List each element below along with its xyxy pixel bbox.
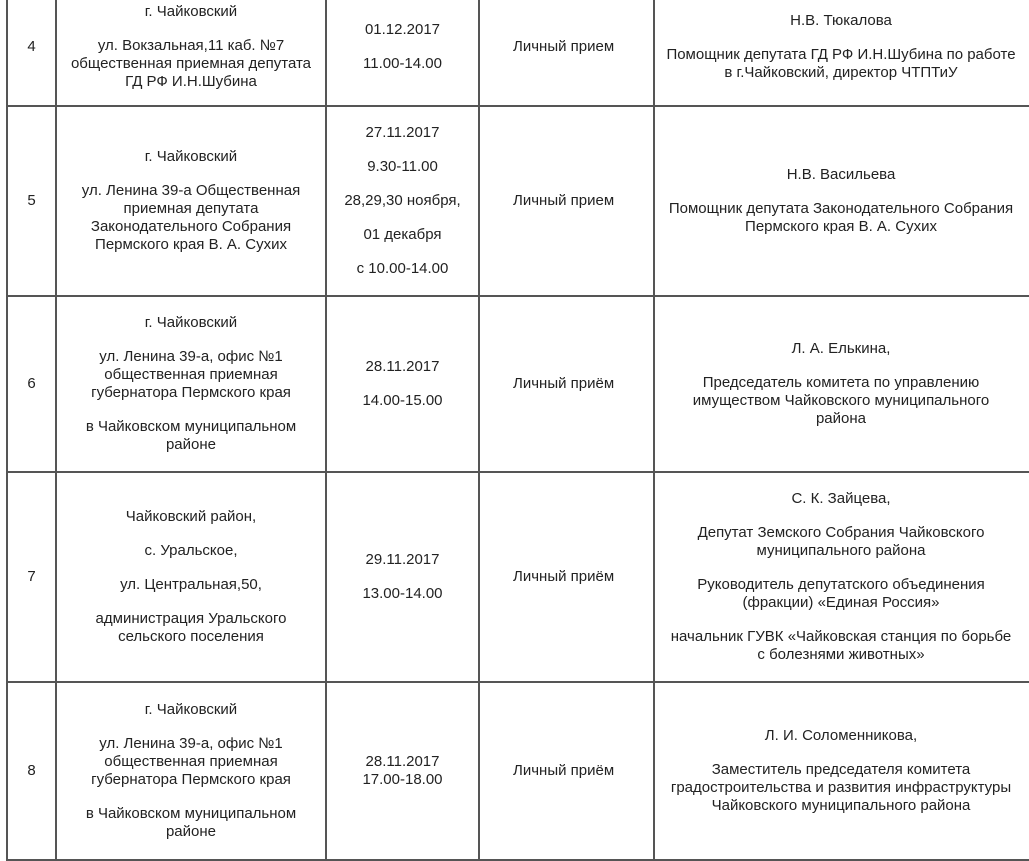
address-cell-text: с. Уральское, — [144, 542, 238, 559]
date-time-cell-text: 14.00-15.00 — [362, 392, 443, 409]
official-cell — [653, 107, 1029, 295]
date-time-cell-text: 11.00-14.00 — [363, 54, 442, 72]
official-cell-text: Руководитель депутатского объединения (фракции) «Единая Россия» — [697, 576, 985, 611]
address-cell-text: г. Чайковский — [144, 2, 238, 20]
address-cell-text: Чайковский район, — [125, 508, 257, 525]
reception-type-cell-text: Личный прием — [513, 192, 615, 209]
reception-type-cell — [478, 107, 653, 295]
address-cell-text: г. Чайковский — [144, 701, 238, 718]
row-number-cell-text: 8 — [27, 762, 36, 779]
official-cell-text: начальник ГУВК «Чайковская станция по борьбе с болезнями животных» — [670, 628, 1012, 663]
reception-schedule-table — [6, 0, 1029, 861]
official-cell — [653, 0, 1029, 105]
table-row — [6, 683, 1029, 861]
date-time-cell-text: 28,29,30 ноября, — [344, 192, 461, 209]
address-cell-text: в Чайковском муниципальном районе — [85, 805, 297, 840]
address-cell-text: ул. Ленина 39-а, офис №1 общественная приемная губернатора Пермского края — [91, 735, 291, 788]
address-cell-text: администрация Уральского сельского поселения — [95, 610, 287, 645]
address-cell — [55, 473, 325, 681]
official-cell-text: Депутат Земского Собрания Чайковского муниципального района — [697, 524, 985, 559]
address-cell — [55, 107, 325, 295]
row-number-cell — [6, 473, 55, 681]
table-row — [6, 473, 1029, 683]
official-cell-text: Заместитель председателя комитета градостроительства и развития инфраструктуры Чайковского муниципального района — [670, 761, 1012, 814]
address-cell — [55, 683, 325, 859]
official-cell-text: Н.В. Васильева — [786, 166, 896, 183]
date-time-cell-text: 9.30-11.00 — [367, 158, 438, 175]
reception-type-cell — [478, 297, 653, 471]
date-time-cell-text: 01 декабря — [363, 226, 442, 243]
official-cell-text: Л. А. Елькина, — [791, 340, 891, 357]
date-time-cell — [325, 0, 478, 105]
row-number-cell — [6, 683, 55, 859]
date-time-cell — [325, 297, 478, 471]
date-time-cell-text: 27.11.2017 — [365, 124, 440, 141]
official-cell-text: Л. И. Соломенникова, — [764, 727, 918, 744]
row-number-cell-text: 7 — [27, 568, 36, 585]
date-time-cell-text: 13.00-14.00 — [362, 585, 443, 602]
date-time-cell-text: 01.12.2017 — [364, 20, 441, 38]
row-number-cell — [6, 107, 55, 295]
row-number-cell-text: 5 — [27, 192, 36, 209]
address-cell — [55, 0, 325, 105]
reception-type-cell — [478, 0, 653, 105]
reception-type-cell-text: Личный приём — [513, 568, 615, 585]
official-cell-text: С. К. Зайцева, — [791, 490, 891, 507]
official-cell-text: Н.В. Тюкалова — [790, 11, 892, 29]
address-cell-text: ул. Вокзальная,11 каб. №7 общественная приемная депутата ГД РФ И.Н.Шубина — [70, 36, 312, 90]
address-cell — [55, 297, 325, 471]
reception-type-cell-text: Личный приём — [513, 375, 615, 392]
official-cell — [653, 683, 1029, 859]
official-cell — [653, 297, 1029, 471]
reception-type-cell-text: Личный приём — [513, 762, 615, 779]
official-cell — [653, 473, 1029, 681]
reception-type-cell-text: Личный прием — [513, 37, 615, 55]
address-cell-text: г. Чайковский — [144, 148, 238, 165]
row-number-cell-text: 4 — [27, 37, 36, 55]
row-number-cell — [6, 297, 55, 471]
date-time-cell — [325, 107, 478, 295]
official-cell-text: Председатель комитета по управлению имуществом Чайковского муниципального района — [692, 374, 990, 427]
address-cell-text: в Чайковском муниципальном районе — [85, 418, 297, 453]
date-time-cell-text: 29.11.2017 — [365, 551, 440, 568]
address-cell-text: ул. Ленина 39-а, офис №1 общественная приемная губернатора Пермского края — [91, 348, 291, 401]
table-row — [6, 297, 1029, 473]
address-cell-text: ул. Центральная,50, — [120, 576, 262, 593]
official-cell-text: Помощник депутата Законодательного Собрания Пермского края В. А. Сухих — [668, 200, 1014, 235]
reception-type-cell — [478, 473, 653, 681]
reception-type-cell — [478, 683, 653, 859]
row-number-cell — [6, 0, 55, 105]
row-number-cell-text: 6 — [27, 375, 36, 392]
official-cell-text: Помощник депутата ГД РФ И.Н.Шубина по работе в г.Чайковский, директор ЧТПТиУ — [666, 45, 1016, 81]
table-row — [6, 0, 1029, 107]
date-time-cell — [325, 683, 478, 859]
table-row — [6, 107, 1029, 297]
date-time-cell-text: 28.11.2017 17.00-18.00 — [362, 753, 443, 788]
date-time-cell — [325, 473, 478, 681]
date-time-cell-text: с 10.00-14.00 — [356, 260, 449, 277]
address-cell-text: ул. Ленина 39-а Общественная приемная депутата Законодательного Собрания Пермского края В. А. Сухих — [81, 182, 301, 253]
date-time-cell-text: 28.11.2017 — [365, 358, 440, 375]
address-cell-text: г. Чайковский — [144, 314, 238, 331]
